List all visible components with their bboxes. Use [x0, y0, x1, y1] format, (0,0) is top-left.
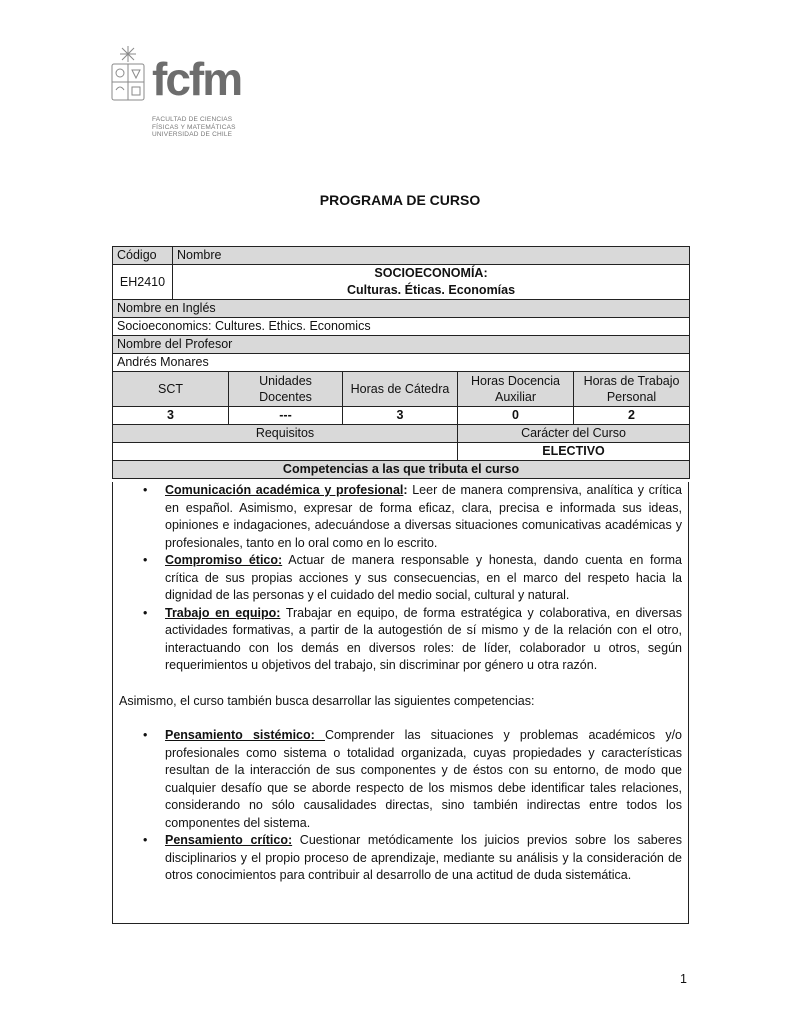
list-item: • Comunicación académica y profesional: Leer de manera comprensiva, analítica y crítica en español. Asimismo, expresar de forma eficaz, clara, precisa e informada sus ideas, opiniones e indagaciones, adecuándose a diversas situaciones comunicativas académicas y profesionales, tanto en lo oral como en lo escrito.	[143, 483, 682, 550]
value-catedra: 3	[343, 407, 458, 425]
value-unidades: ---	[229, 407, 343, 425]
course-name: SOCIOECONOMÍA: Culturas. Éticas. Economías	[173, 265, 690, 300]
header-sct: SCT	[113, 372, 229, 407]
seal-icon	[108, 44, 148, 104]
value-auxiliar: 0	[458, 407, 574, 425]
bullet-icon: •	[143, 483, 148, 497]
list-item: • Pensamiento crítico: Cuestionar metódicamente los juicios previos sobre los saberes disciplinarios y el propio proceso de aprendizaje, mediante su análisis y la consideración de otros conocimientos para contribuir al desarrollo de una actitud de duda sistemática.	[143, 833, 683, 882]
competencias-section	[112, 482, 689, 924]
university-logo	[108, 44, 258, 140]
logo-wordmark: fcfm	[152, 53, 242, 105]
course-info-table	[112, 246, 690, 479]
value-sct: 3	[113, 407, 229, 425]
page-number: 1	[680, 972, 687, 986]
bullet-icon: •	[143, 728, 148, 742]
list-item: • Compromiso ético: Actuar de manera responsable y honesta, dando cuenta en forma crítica de sus propias acciones y sus consecuencias, en el marco del respeto hacia la dignidad de las personas y el cuidado del medio social, cultural y natural.	[143, 553, 682, 602]
competencias-list-2	[113, 727, 688, 885]
bullet-icon: •	[143, 553, 148, 567]
competencias-label: Competencias a las que tributa el curso	[113, 461, 690, 479]
professor-name: Andrés Monares	[113, 354, 690, 372]
competencias-intro-2: Asimismo, el curso también busca desarrollar las siguientes competencias:	[119, 693, 535, 708]
list-item: • Trabajo en equipo: Trabajar en equipo, de forma estratégica y colaborativa, en diversas actividades formativas, a partir de la autogestión de sí mismo y de la relación con el otro, interactuando con los demás en diversos roles: de líder, colaborador u otros, según requerimientos u objetivos del trabajo, sin discriminar por género u otra razón.	[143, 605, 682, 672]
course-code: EH2410	[113, 265, 173, 300]
bullet-icon: •	[143, 605, 148, 620]
header-catedra: Horas de Cátedra	[343, 372, 458, 407]
header-unidades: Unidades Docentes	[229, 372, 343, 407]
caracter-value: ELECTIVO	[458, 443, 690, 461]
professor-label: Nombre del Profesor	[113, 336, 690, 354]
header-personal: Horas de Trabajo Personal	[574, 372, 690, 407]
logo-subtitle: FACULTAD DE CIENCIAS FÍSICAS Y MATEMÁTICAS UNIVERSIDAD DE CHILE	[152, 116, 236, 138]
value-personal: 2	[574, 407, 690, 425]
english-name-label: Nombre en Inglés	[113, 300, 690, 318]
english-name: Socioeconomics: Cultures. Ethics. Economics	[113, 318, 690, 336]
codigo-label: Código	[113, 247, 173, 265]
nombre-label: Nombre	[173, 247, 690, 265]
caracter-label: Carácter del Curso	[458, 425, 690, 443]
competencias-list-1	[113, 482, 688, 675]
document-title: PROGRAMA DE CURSO	[319, 192, 481, 208]
bullet-icon: •	[143, 833, 148, 847]
list-item: • Pensamiento sistémico: Comprender las situaciones y problemas académicos y/o profesionales como sistema o totalidad organizada, cuyas propiedades y características resultan de la interacción de sus componentes y de éstos con su entorno, de modo que cualquier desafío que se aborde respecto de los mismos debe identificar tales relaciones, considerando no sólo causalidades directas, sino también indirectas entre todos los componentes del sistema.	[143, 728, 682, 830]
header-auxiliar: Horas Docencia Auxiliar	[458, 372, 574, 407]
requisitos-label: Requisitos	[113, 425, 458, 443]
requisitos-value	[113, 443, 458, 461]
